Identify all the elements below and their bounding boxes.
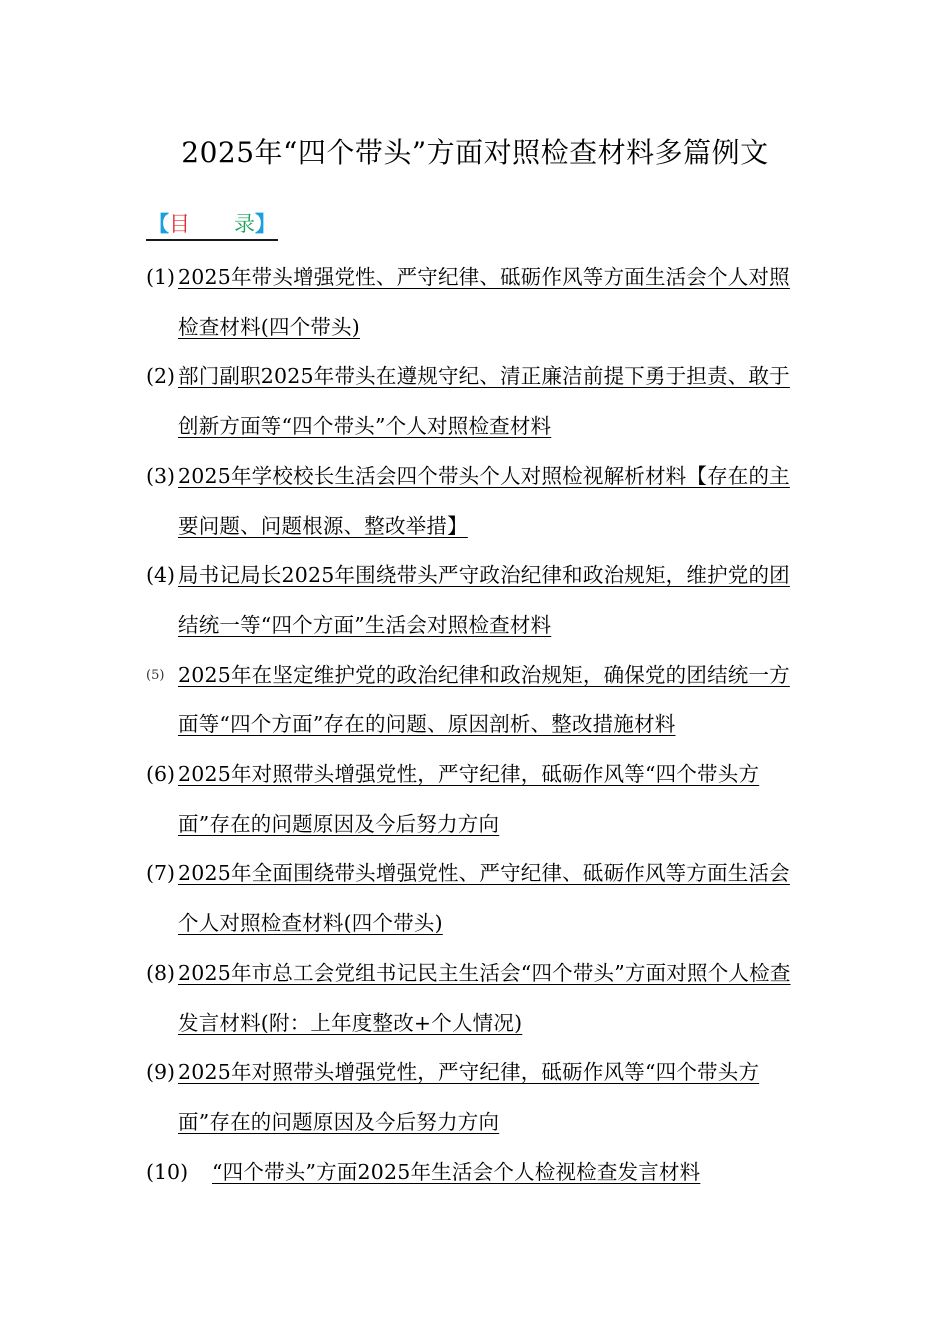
toc-item-10[interactable] bbox=[146, 1148, 796, 1198]
toc-item-number: (5) bbox=[146, 667, 165, 683]
toc-item-8[interactable] bbox=[146, 949, 796, 1048]
toc-item-link[interactable]: 2025年在坚定维护党的政治纪律和政治规矩，确保党的团结统一方面等“四个方面”存在的问题、原因剖析、整改措施材料 bbox=[178, 662, 790, 737]
toc-item-4[interactable] bbox=[146, 551, 796, 650]
toc-item-number: (10) bbox=[146, 1159, 189, 1184]
toc-heading-close-bracket: 】 bbox=[255, 211, 276, 236]
toc-heading-char-lu: 录 bbox=[234, 212, 255, 236]
toc-heading-open-bracket: 【 bbox=[148, 211, 169, 236]
toc-item-5[interactable] bbox=[146, 651, 796, 750]
toc-item-link[interactable]: 2025年带头增强党性、严守纪律、砥砺作风等方面生活会个人对照检查材料(四个带头) bbox=[178, 265, 790, 339]
toc-item-link[interactable]: 2025年对照带头增强党性，严守纪律，砥砺作风等“四个带头方面”存在的问题原因及今后努力方向 bbox=[178, 762, 760, 836]
toc-item-link[interactable]: “四个带头”方面2025年生活会个人检视检查发言材料 bbox=[212, 1159, 701, 1184]
toc-item-number: (9) bbox=[146, 1060, 176, 1085]
toc-item-6[interactable] bbox=[146, 750, 796, 849]
toc-item-link[interactable]: 2025年全面围绕带头增强党性、严守纪律、砥砺作风等方面生活会个人对照检查材料(四个带头) bbox=[178, 861, 790, 936]
toc-item-number: (7) bbox=[146, 861, 176, 886]
toc-item-number: (1) bbox=[146, 265, 176, 289]
toc-item-number: (2) bbox=[146, 364, 176, 389]
toc-item-link[interactable]: 局书记局长2025年围绕带头严守政治纪律和政治规矩，维护党的团结统一等“四个方面”生活会对照检查材料 bbox=[178, 563, 790, 637]
toc-item-2[interactable] bbox=[146, 352, 796, 451]
toc-item-7[interactable] bbox=[146, 849, 796, 948]
toc-item-link[interactable]: 部门副职2025年带头在遵规守纪、清正廉洁前提下勇于担责、敢于创新方面等“四个带头”个人对照检查材料 bbox=[178, 364, 790, 439]
toc-heading-char-mu: 目 bbox=[169, 212, 190, 236]
toc-item-9[interactable] bbox=[146, 1048, 796, 1147]
toc-item-link[interactable]: 2025年对照带头增强党性，严守纪律，砥砺作风等“四个带头方面”存在的问题原因及今后努力方向 bbox=[178, 1060, 760, 1134]
toc-item-number: (4) bbox=[146, 563, 176, 588]
table-of-contents bbox=[146, 253, 796, 1197]
toc-item-3[interactable] bbox=[146, 452, 796, 551]
toc-item-link[interactable]: 2025年市总工会党组书记民主生活会“四个带头”方面对照个人检查发言材料(附：上年度整改+个人情况) bbox=[178, 960, 791, 1035]
toc-item-link[interactable]: 2025年学校校长生活会四个带头个人对照检视解析材料【存在的主要问题、问题根源、整改举措】 bbox=[178, 463, 790, 538]
toc-item-number: (6) bbox=[146, 762, 176, 787]
toc-item-1[interactable] bbox=[146, 253, 796, 352]
toc-item-number: (8) bbox=[146, 960, 176, 985]
toc-heading bbox=[146, 209, 278, 241]
toc-item-number: (3) bbox=[146, 463, 176, 488]
page-title: 2025年“四个带头”方面对照检查材料多篇例文 bbox=[181, 136, 769, 169]
